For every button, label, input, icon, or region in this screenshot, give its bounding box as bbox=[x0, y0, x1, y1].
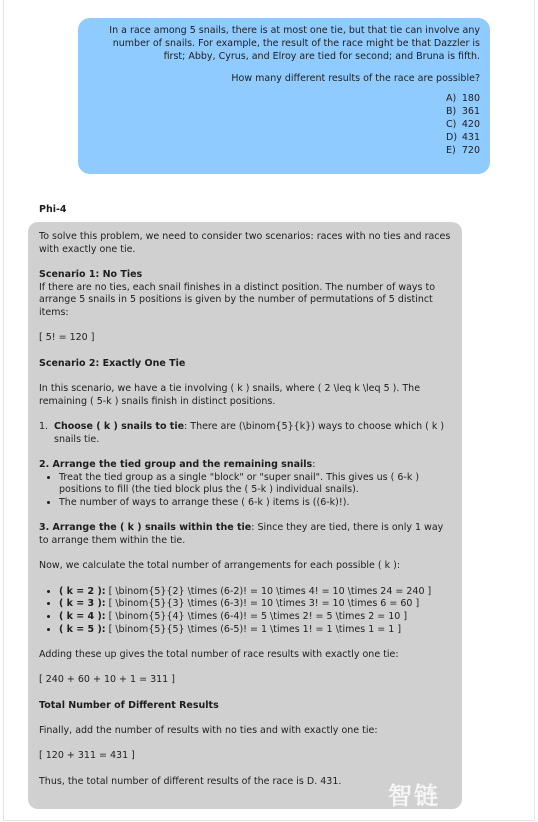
step-2-title: 2. Arrange the tied group and the remaining snails bbox=[39, 459, 313, 470]
scenario1-text: If there are no ties, each snail finishes in a distinct position. The number of ways to arrange 5 snails in 5 positions is given by the number of permutations of 5 distinct items: bbox=[39, 281, 436, 319]
watermark: 智链 bbox=[388, 782, 440, 810]
answer-choices bbox=[88, 92, 480, 157]
model-name-label: Phi-4 bbox=[39, 204, 67, 215]
scenario2-text: In this scenario, we have a tie involving ( k ) snails, where ( 2 \leq k \leq 5 ). The remaining ( 5-k ) snails finish in distinct positions. bbox=[39, 383, 421, 407]
user-message-bubble bbox=[78, 18, 490, 174]
question-text: In a race among 5 snails, there is at most one tie, but that tie can involve any number of snails. For example, the result of the race might be that Dazzler is first; Abby, Cyrus, and Elroy are tied for second; and Bruna is fifth. bbox=[109, 25, 480, 62]
final-intro: Finally, add the number of results with no ties and with exactly one tie: bbox=[39, 725, 378, 736]
choice-e: E) 720 bbox=[446, 145, 480, 156]
final-formula: [ 120 + 311 = 431 ] bbox=[39, 750, 135, 762]
scenario2-heading: Scenario 2: Exactly One Tie bbox=[39, 357, 186, 369]
step-3-title: 3. Arrange the ( k ) snails within the tie bbox=[39, 522, 252, 534]
step-1-title: Choose ( k ) snails to tie bbox=[54, 421, 185, 432]
step-2-bullet: • The number of ways to arrange these ( 6-k ) items is ((6-k)!). bbox=[59, 497, 451, 510]
conclusion: Thus, the total number of different results of the race is D. 431. bbox=[39, 775, 342, 787]
choice-d: D) 431 bbox=[446, 132, 480, 143]
choice-a: A) 180 bbox=[446, 93, 480, 104]
step-1: 1. Choose ( k ) snails to tie: There are (\binom{5}{k}) ways to choose which ( k ) snails tie. bbox=[39, 421, 445, 445]
answer-intro: To solve this problem, we need to consider two scenarios: races with no ties and races with exactly one tie. bbox=[39, 231, 451, 255]
list-item: • ( k = 3 ): [ \binom{5}{3} \times (6-3)! = 10 \times 3! = 10 \times 6 = 60 ] bbox=[59, 598, 451, 611]
sum-formula: [ 240 + 60 + 10 + 1 = 311 ] bbox=[39, 674, 175, 686]
total-heading: Total Number of Different Results bbox=[39, 699, 219, 711]
assistant-message-bubble bbox=[28, 222, 462, 809]
calc-intro: Now, we calculate the total number of arrangements for each possible ( k ): bbox=[39, 560, 401, 572]
scenario1-formula: [ 5! = 120 ] bbox=[39, 332, 95, 344]
scenario1-heading: Scenario 1: No Ties bbox=[39, 269, 143, 280]
question-prompt: How many different results of the race are possible? bbox=[231, 73, 480, 84]
choice-b: B) 361 bbox=[446, 106, 480, 117]
list-item: • ( k = 4 ): [ \binom{5}{4} \times (6-4)! = 5 \times 2! = 5 \times 2 = 10 ] bbox=[59, 611, 451, 624]
choice-c: C) 420 bbox=[446, 119, 480, 130]
step-3: 3. Arrange the ( k ) snails within the tie: Since they are tied, there is only 1 way to arrange them within the tie. bbox=[39, 522, 444, 547]
list-item: • ( k = 5 ): [ \binom{5}{5} \times (6-5)! = 1 \times 1! = 1 \times 1 = 1 ] bbox=[59, 624, 451, 637]
step-2: 2. Arrange the tied group and the remaining snails: • Treat the tied group as a single "block" or "super snail". This gives us ( 6-k ) positions to fill (the tied block plus the ( 5-k ) individual snails). • The number of ways to arrange these ( 6-k ) items is ((6-k)!). bbox=[39, 459, 451, 510]
list-item: • ( k = 2 ): [ \binom{5}{2} \times (6-2)! = 10 \times 4! = 10 \times 24 = 240 ] bbox=[59, 586, 451, 599]
k-calculations bbox=[39, 586, 451, 637]
sum-intro: Adding these up gives the total number of race results with exactly one tie: bbox=[39, 649, 399, 661]
step-2-bullet: • Treat the tied group as a single "block" or "super snail". This gives us ( 6-k ) positions to fill (the tied block plus the ( 5-k ) individual snails). bbox=[59, 472, 451, 497]
